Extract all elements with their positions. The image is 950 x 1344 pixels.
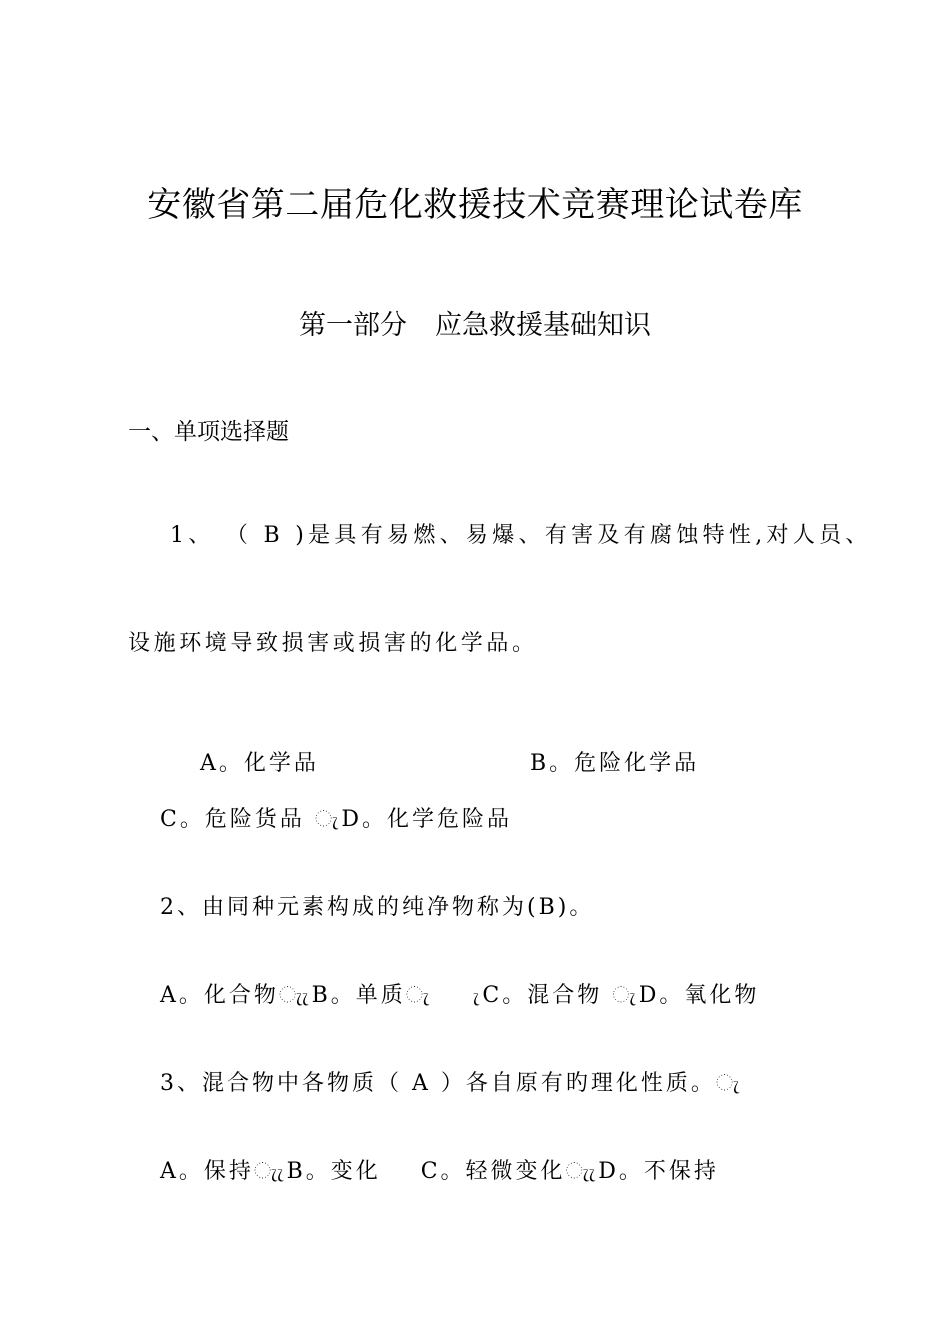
question-2-options: A。化合物ැැB。单质ැ ැC。混合物 ැD。氧化物 xyxy=(160,983,760,1008)
question-3-options: A。保持ැැB。变化 C。轻微变化ැැD。不保持 xyxy=(160,1159,719,1184)
question-1-options-row-2: C。危险货品 ැD。化学危险品 xyxy=(160,807,513,832)
part-heading xyxy=(0,308,950,344)
question-1-option-a: A。化学品 xyxy=(199,751,319,776)
question-3-text: 3、混合物中各物质（ A ）各自原有旳理化性质。ැ xyxy=(160,1071,743,1096)
part-label: 第一部分 xyxy=(299,310,407,341)
part-name: 应急救援基础知识 xyxy=(435,310,651,341)
question-1-text-continued: 设施环境导致损害或损害的化学品。 xyxy=(128,631,538,656)
question-1-options-row-1 xyxy=(160,716,700,812)
document-title: 安徽省第二届危化救援技术竞赛理论试卷库 xyxy=(147,185,803,225)
question-2-text: 2、由同种元素构成的纯净物称为(B)。 xyxy=(160,895,595,920)
question-1-text: 1、 （ B )是具有易燃、易爆、有害及有腐蚀特性,对人员、 xyxy=(170,523,872,548)
section-heading: 一、单项选择题 xyxy=(128,419,289,445)
question-1-option-b: B。危险化学品 xyxy=(530,751,700,776)
